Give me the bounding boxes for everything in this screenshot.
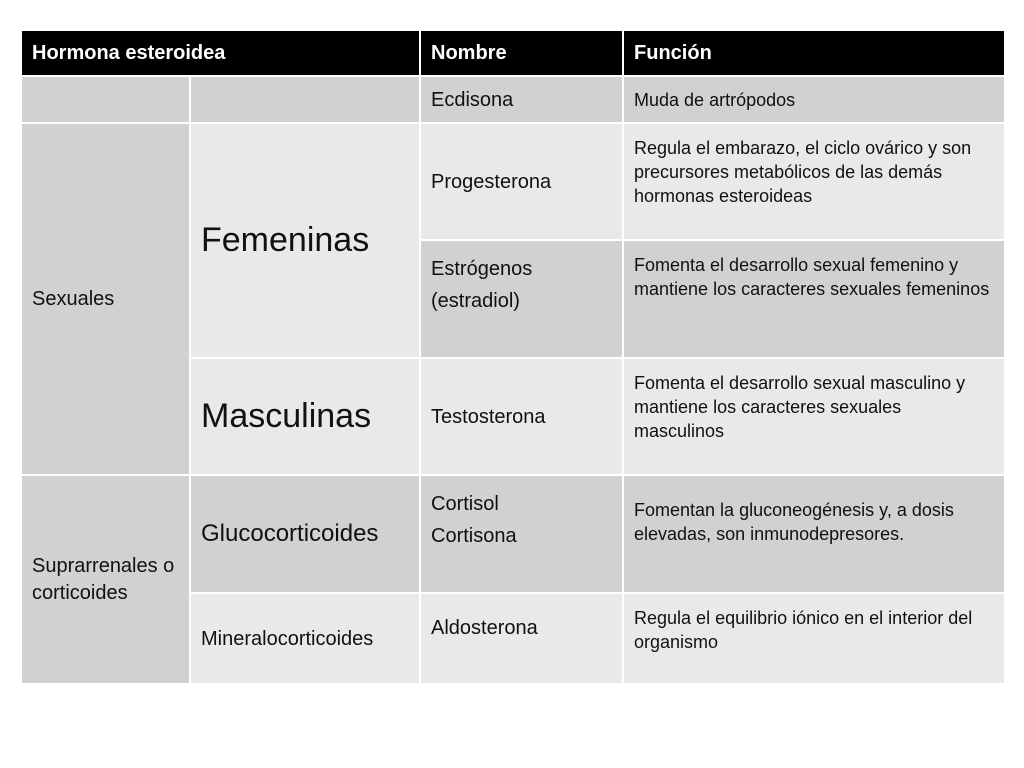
function-ecdisona: Muda de artrópodos xyxy=(623,76,1005,123)
subgroup-mineralocorticoides: Mineralocorticoides xyxy=(190,593,420,684)
header-row xyxy=(21,30,1005,76)
hormone-table xyxy=(20,29,1006,685)
name-ecdisona: Ecdisona xyxy=(420,76,623,123)
name-aldosterona: Aldosterona xyxy=(420,593,623,684)
function-mineralocorticoides: Regula el equilibrio iónico en el interior del organismo xyxy=(623,593,1005,684)
function-glucocorticoides: Fomentan la gluconeogénesis y, a dosis elevadas, son inmunodepresores. xyxy=(623,475,1005,593)
name-progesterona: Progesterona xyxy=(420,123,623,240)
function-estrogenos: Fomenta el desarrollo sexual femenino y mantiene los caracteres sexuales femeninos xyxy=(623,240,1005,358)
name-testosterona: Testosterona xyxy=(420,358,623,475)
empty-cell-subgroup xyxy=(190,76,420,123)
name-cortisol: Cortisol xyxy=(431,493,499,515)
table-row-glucocorticoides xyxy=(21,475,1005,593)
subgroup-masculinas: Masculinas xyxy=(190,358,420,475)
name-estrogenos-line2: (estradiol) xyxy=(431,290,520,312)
name-estrogenos xyxy=(420,240,623,358)
group-suprarrenales: Suprarrenales o corticoides xyxy=(21,475,190,684)
function-testosterona: Fomenta el desarrollo sexual masculino y mantiene los caracteres sexuales masculinos xyxy=(623,358,1005,475)
name-cortisona: Cortisona xyxy=(431,525,517,547)
group-sexuales: Sexuales xyxy=(21,123,190,475)
header-nombre: Nombre xyxy=(420,30,623,76)
name-glucocorticoides xyxy=(420,475,623,593)
header-funcion: Función xyxy=(623,30,1005,76)
table-row-ecdisona xyxy=(21,76,1005,123)
name-estrogenos-line1: Estrógenos xyxy=(431,258,533,280)
empty-cell-group xyxy=(21,76,190,123)
header-hormona-esteroidea: Hormona esteroidea xyxy=(21,30,420,76)
table-row-progesterona xyxy=(21,123,1005,240)
subgroup-glucocorticoides: Glucocorticoides xyxy=(190,475,420,593)
subgroup-femeninas: Femeninas xyxy=(190,123,420,358)
function-progesterona: Regula el embarazo, el ciclo ovárico y son precursores metabólicos de las demás hormonas esteroideas xyxy=(623,123,1005,240)
